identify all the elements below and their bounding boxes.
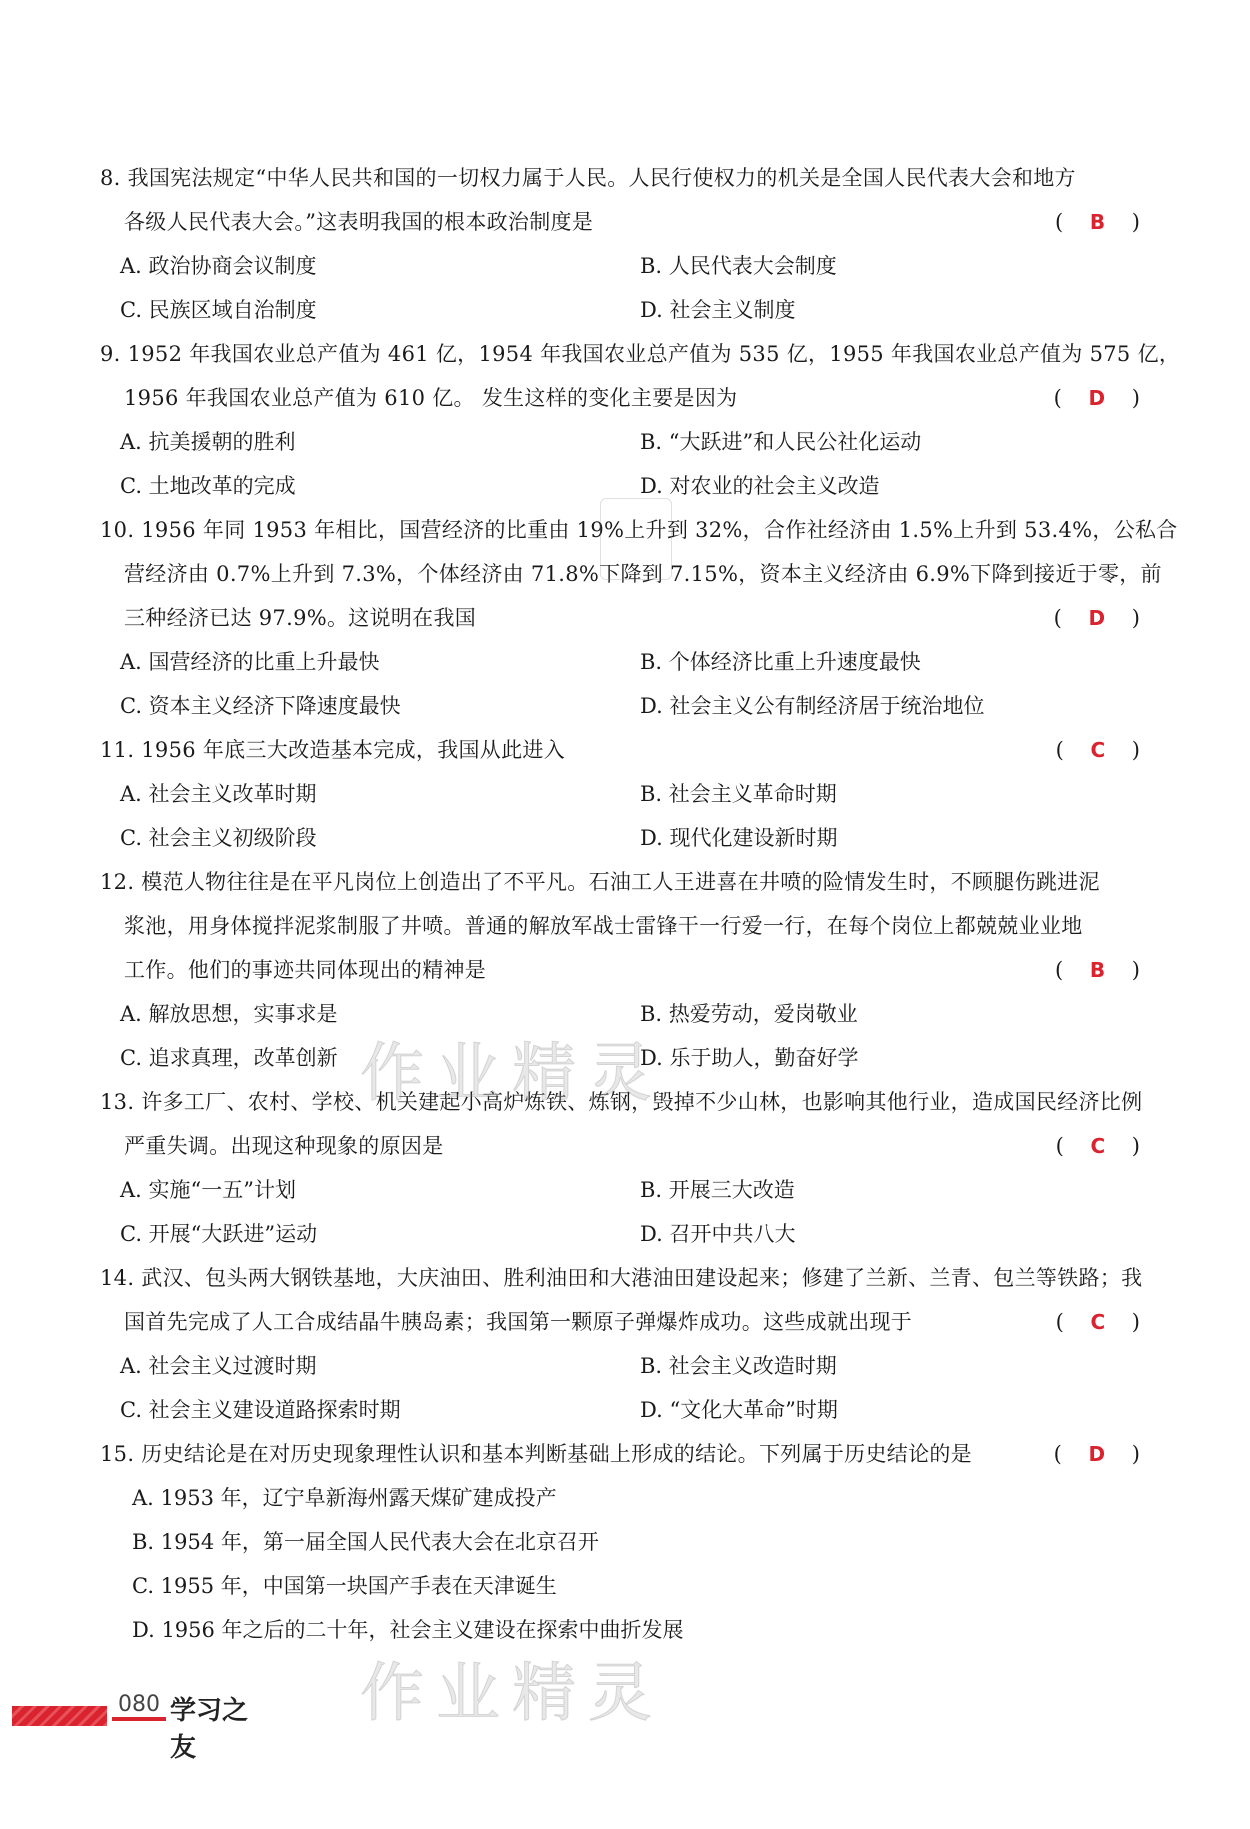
- option-b: B. 热爱劳动，爱岗敬业: [640, 1002, 858, 1026]
- option-a: A. 国营经济的比重上升最快: [120, 650, 380, 674]
- option-c: C. 社会主义建设道路探索时期: [120, 1398, 401, 1422]
- question-stem: 浆池，用身体搅拌泥浆制服了井喷。普通的解放军战士雷锋干一行爱一行，在每个岗位上都兢兢业业地: [124, 914, 1083, 938]
- options: [100, 1168, 1150, 1256]
- answer-bracket: ( B ): [1055, 958, 1150, 982]
- footer-decoration: [12, 1706, 107, 1726]
- answer-letter: D: [1088, 606, 1116, 630]
- option-d: D. 召开中共八大: [640, 1222, 796, 1246]
- answer-letter: D: [1088, 1442, 1116, 1466]
- options: [100, 244, 1150, 332]
- answer-letter: C: [1090, 1310, 1116, 1334]
- watermark: 作业精灵: [360, 1657, 664, 1731]
- option-a: A. 政治协商会议制度: [120, 254, 317, 278]
- question-stem: 各级人民代表大会。”这表明我国的根本政治制度是 ( B ): [100, 200, 1150, 244]
- option-c: C. 民族区域自治制度: [120, 298, 317, 322]
- options: [100, 640, 1150, 728]
- option-d: D. 现代化建设新时期: [640, 826, 838, 850]
- answer-bracket: ( C ): [1055, 1134, 1150, 1158]
- page-number: 080: [112, 1692, 166, 1721]
- option-d: D. 社会主义制度: [640, 298, 796, 322]
- question-stem: 15. 历史结论是在对历史现象理性认识和基本判断基础上形成的结论。下列属于历史结论的是 ( D ): [100, 1432, 1150, 1476]
- option-b: B. “大跃进”和人民公社化运动: [640, 430, 922, 454]
- answer-letter: B: [1089, 958, 1116, 982]
- option-a: A. 抗美援朝的胜利: [120, 430, 296, 454]
- option-b: B. 1954 年，第一届全国人民代表大会在北京召开: [132, 1530, 599, 1554]
- option-b: B. 社会主义改造时期: [640, 1354, 837, 1378]
- question-stem: 工作。他们的事迹共同体现出的精神是 ( B ): [100, 948, 1150, 992]
- answer-bracket: ( C ): [1055, 1310, 1150, 1334]
- question-stem: 8. 我国宪法规定“中华人民共和国的一切权力属于人民。人民行使权力的机关是全国人民代表大会和地方: [100, 166, 1076, 190]
- question-stem: 9. 1952 年我国农业总产值为 461 亿，1954 年我国农业总产值为 535 亿，1955 年我国农业总产值为 575 亿，: [100, 342, 1181, 366]
- answer-bracket: ( C ): [1055, 738, 1150, 762]
- question-stem: 11. 1956 年底三大改造基本完成，我国从此进入 ( C ): [100, 728, 1150, 772]
- option-d: D. 乐于助人，勤奋好学: [640, 1046, 859, 1070]
- question-stem: 14. 武汉、包头两大钢铁基地，大庆油田、胜利油田和大港油田建设起来；修建了兰新、兰青、包兰等铁路；我: [100, 1266, 1143, 1290]
- question-14: [100, 1256, 1150, 1432]
- question-stem: 10. 1956 年同 1953 年相比，国营经济的比重由 19%上升到 32%，合作社经济由 1.5%上升到 53.4%，公私合: [100, 518, 1178, 542]
- option-b: B. 个体经济比重上升速度最快: [640, 650, 921, 674]
- answer-letter: C: [1090, 738, 1116, 762]
- answer-bracket: ( D ): [1053, 606, 1150, 630]
- option-a: A. 社会主义改革时期: [120, 782, 317, 806]
- option-d: D. 对农业的社会主义改造: [640, 474, 880, 498]
- brand-logo: 学习之友: [170, 1696, 249, 1763]
- question-15: [100, 1432, 1150, 1652]
- question-stem: 三种经济已达 97.9%。这说明在我国 ( D ): [100, 596, 1150, 640]
- option-a: A. 1953 年，辽宁阜新海州露天煤矿建成投产: [132, 1486, 557, 1510]
- question-9: [100, 332, 1181, 508]
- question-stem: 国首先完成了人工合成结晶牛胰岛素；我国第一颗原子弹爆炸成功。这些成就出现于 ( C ): [100, 1300, 1150, 1344]
- options: [100, 1344, 1150, 1432]
- option-a: A. 社会主义过渡时期: [120, 1354, 317, 1378]
- answer-letter: C: [1090, 1134, 1116, 1158]
- answer-bracket: ( D ): [1053, 1442, 1150, 1466]
- question-stem: 严重失调。出现这种现象的原因是 ( C ): [100, 1124, 1150, 1168]
- page-footer: [12, 1690, 272, 1763]
- watermark: 作业精灵: [360, 1037, 664, 1111]
- option-d: D. “文化大革命”时期: [640, 1398, 838, 1422]
- options: [100, 772, 1150, 860]
- answer-letter: B: [1089, 210, 1116, 234]
- option-b: B. 人民代表大会制度: [640, 254, 837, 278]
- answer-bracket: ( B ): [1055, 210, 1150, 234]
- answer-letter: D: [1088, 386, 1116, 410]
- option-c: C. 追求真理，改革创新: [120, 1046, 338, 1070]
- option-d: D. 社会主义公有制经济居于统治地位: [640, 694, 985, 718]
- watermark-stamp: [600, 498, 672, 580]
- question-stem: 1956 年我国农业总产值为 610 亿。 发生这样的变化主要是因为 ( D ): [100, 376, 1150, 420]
- option-d: D. 1956 年之后的二十年，社会主义建设在探索中曲折发展: [132, 1618, 684, 1642]
- option-c: C. 1955 年，中国第一块国产手表在天津诞生: [132, 1574, 557, 1598]
- option-c: C. 土地改革的完成: [120, 474, 296, 498]
- question-11: [100, 728, 1150, 860]
- option-c: C. 开展“大跃进”运动: [120, 1222, 318, 1246]
- answer-bracket: ( D ): [1053, 386, 1150, 410]
- question-stem: 13. 许多工厂、农村、学校、机关建起小高炉炼铁、炼钢，毁掉不少山林，也影响其他行业，造成国民经济比例: [100, 1090, 1143, 1114]
- option-a: A. 解放思想，实事求是: [120, 1002, 338, 1026]
- option-a: A. 实施“一五”计划: [120, 1178, 296, 1202]
- question-8: [100, 156, 1150, 332]
- option-c: C. 社会主义初级阶段: [120, 826, 317, 850]
- question-stem: 营经济由 0.7%上升到 7.3%，个体经济由 71.8%下降到 7.15%，资本主义经济由 6.9%下降到接近于零，前: [124, 562, 1162, 586]
- option-c: C. 资本主义经济下降速度最快: [120, 694, 401, 718]
- question-stem: 12. 模范人物往往是在平凡岗位上创造出了不平凡。石油工人王进喜在井喷的险情发生时，不顾腿伤跳进泥: [100, 870, 1100, 894]
- options: [100, 420, 1150, 508]
- option-b: B. 开展三大改造: [640, 1178, 795, 1202]
- option-b: B. 社会主义革命时期: [640, 782, 837, 806]
